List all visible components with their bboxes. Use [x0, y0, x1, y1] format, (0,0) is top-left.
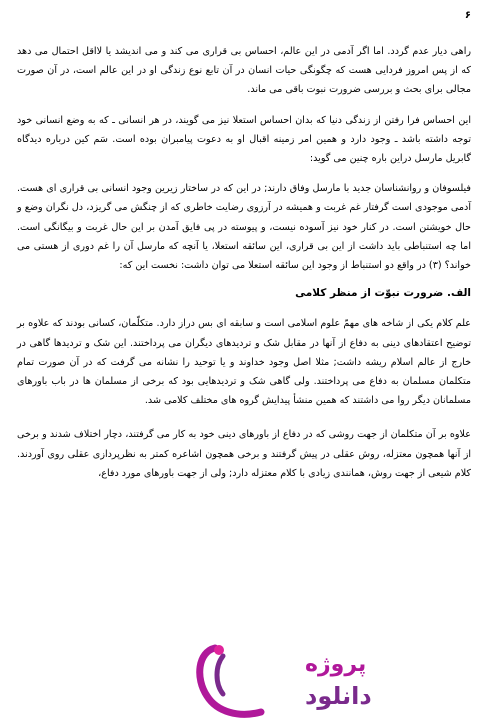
paragraph-2: این احساس فرا رفتن از زندگی دنیا که بدان احساس استعلا نیز می گویند، در هر انسانی ـ که به وضع انسانی خود توجه داشته باشد ـ وجود دارد و همین امر زمینه اقبال او به دعوت پیامبران بوده است. سَم کین درباره دیدگاه گابریل مارسل دراین باره چنین می گوید: [17, 114, 471, 165]
page-number: ۶ [464, 10, 471, 21]
body-text [17, 42, 471, 495]
paragraph-5: علاوه بر آن متکلمان از جهت روشی که در دفاع از باورهای دینی خود به کار می گرفتند، دچار اختلاف شدند و برخی از آنها همچون معتزله، روش عقلی در پیش گرفتند و برخی همچون اشاعره کمتر به نظرپردازی عقلی روی آوردند. کلام شیعی از جهت روش، همانندی زیادی با کلام معتزله دارد; ولی از جهت باورهای مورد دفاع، [17, 429, 471, 479]
paragraph-1: راهی دیار عدم گردد. اما اگر آدمی در این عالم، احساس بی قراری می کند و می اندیشد یا لااقل احتمال می دهد که از پس امروز فردایی هست که چگونگی حیات انسان در آن تابع نوع زندگی او در این عالم است، در آن صورت مجالی برای بحث و بررسی ضرورت نبوت باقی می ماند. [17, 46, 471, 96]
paragraph-4: علم کلام یکی از شاخه های مهمّ علوم اسلامی است و سابقه ای بس دراز دارد. متکلّمان، کسانی بودند که علاوه بر توضیح اعتقادهای دینی به دفاع از آنها در مقابل شک و تردیدهای دیگران می پرداختند. این شک و تردیدها گاهی در خارج از عالم اسلام ریشه داشت; مثلا اصل وجود خداوند و یا توحید را نشانه می گرفت که در آن صورت تمام متکلمان مسلمان به دفاع می پرداختند. ولی گاهی شک و تردیدهایی بود که برخی از مسلمان ها در باب باورهای مسلمانان دیگر روا می داشتند که همین منشأ پیدایش گروه های مختلف کلامی شد. [17, 318, 471, 407]
logo-swirl-icon [200, 648, 261, 714]
watermark-logo [193, 638, 372, 719]
section-heading: الف. ضرورت نبوّت از منظر کلامی [295, 287, 471, 300]
logo-line2: دانلود [305, 682, 372, 710]
logo-line1: پروژه [305, 652, 367, 677]
quote-paragraph: فیلسوفان و روانشناسان جدید با مارسل وفاق دارند; در این که در ساختار زیرین وجود انسانی بی قراری ای هست. آدمی موجودی است گرفتار غم غربت و همیشه در آرزوی رضایت خاطری که از چنگش می گریزد، دل نگران وضع و حال خویشتن است. در کنار خود نیز آسوده نیست، و پیوسته در پی فایق آمدن بر این حال غربت و بیگانگی است. اما چه استنباطی باید داشت از این بی قراری، این سائقه استعلا، یا آنچه که مارسل آن را غم دوری از هستی می خواند؟ (۳) در واقع دو استنباط از وجود این سائقه استعلا می توان داشت: نخست این که: [17, 183, 471, 272]
